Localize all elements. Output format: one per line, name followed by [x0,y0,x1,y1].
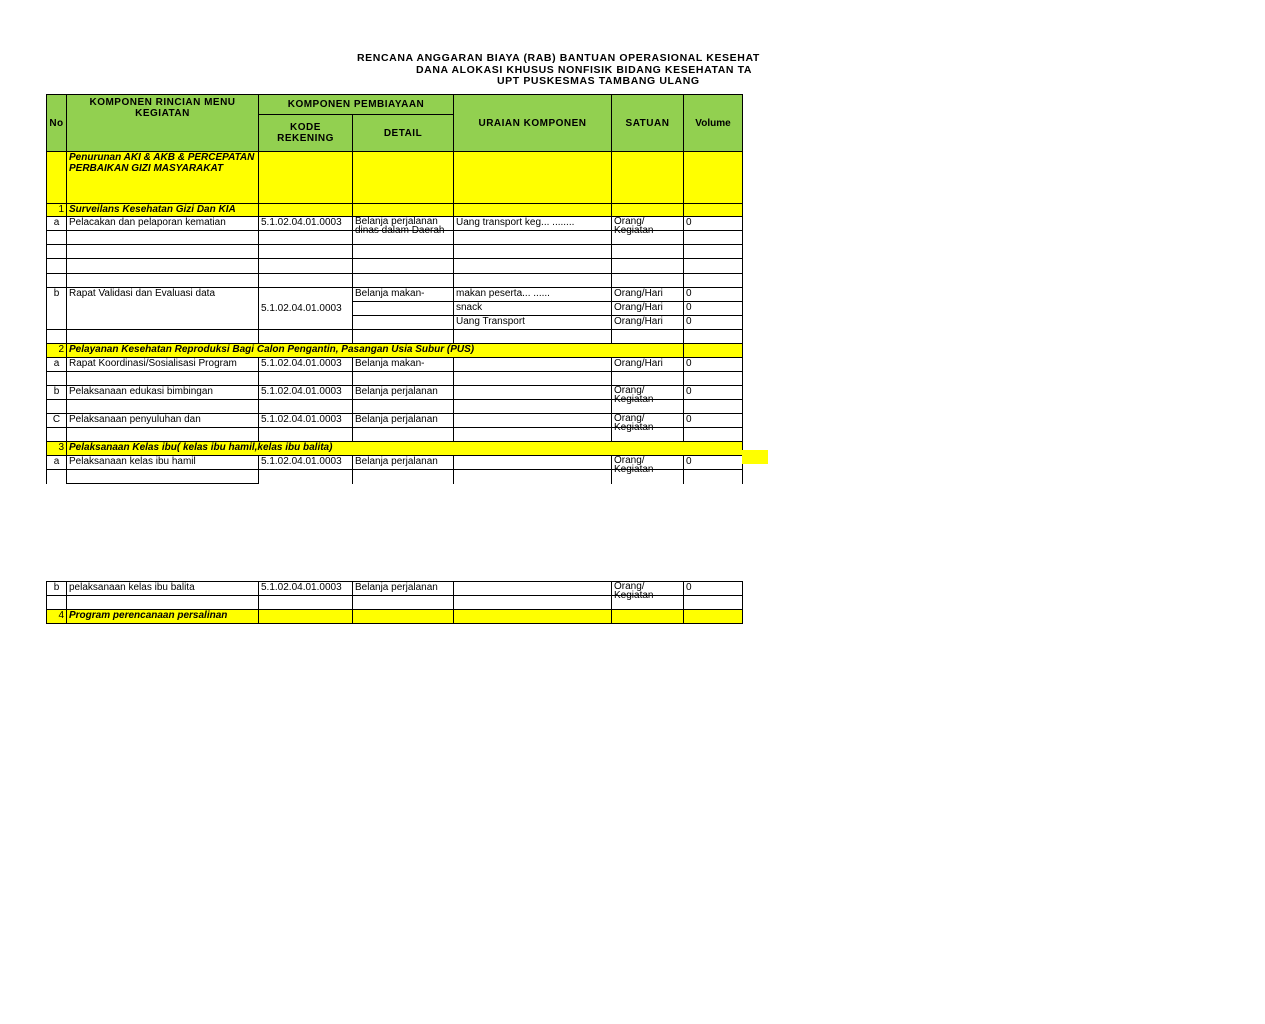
row-volume: 0 [684,456,743,470]
row-volume: 0 [684,217,743,231]
row-kode: 5.1.02.04.01.0003 [259,386,353,400]
section-3-overflow-fill [742,450,768,464]
row-uraian: snack [454,302,612,316]
header-no: No [47,95,67,152]
row-detail: Belanja perjalanan [353,456,454,470]
row-komponen: Pelaksanaan penyuluhan dan [67,414,259,428]
row-satuan: Orang/ Kegiatan [614,581,654,601]
row-volume: 0 [684,302,743,316]
row-volume: 0 [684,414,743,428]
row-kode: 5.1.02.04.01.0003 [259,217,353,231]
table-row [47,358,743,372]
section-number: 2 [47,344,67,358]
row-satuan: Orang/ Kegiatan [614,413,654,433]
row-volume: 0 [684,316,743,330]
row-kode: 5.1.02.04.01.0003 [259,582,353,596]
row-komponen: Pelaksanaan edukasi bimbingan [67,386,259,400]
table-row [47,582,743,596]
table-row [47,217,743,231]
row-volume: 0 [684,358,743,372]
header-kode: KODE REKENING [259,115,353,152]
row-uraian: Uang Transport [454,316,612,330]
row-kode: 5.1.02.04.01.0003 [259,358,353,372]
row-detail: Belanja makan- [353,288,454,302]
section-title: Pelayanan Kesehatan Reproduksi Bagi Calon Pengantin, Pasangan Usia Subur (PUS) [67,344,684,358]
header-detail: DETAIL [353,115,454,152]
section-title: Program perencanaan persalinan [67,610,259,624]
main-section-title: Penurunan AKI & AKB & PERCEPATAN PERBAIKAN GIZI MASYARAKAT [67,152,259,204]
row-komponen: Pelacakan dan pelaporan kematian [67,217,259,231]
row-detail: Belanja perjalanan [353,386,454,400]
table-row [47,386,743,400]
row-letter: b [47,582,67,596]
row-letter: b [47,288,67,330]
section-number: 1 [47,204,67,217]
row-letter: a [47,456,67,470]
row-uraian: Uang transport keg... ........ [454,217,612,231]
row-volume: 0 [684,386,743,400]
row-letter: a [47,358,67,372]
row-letter: b [47,386,67,400]
row-satuan: Orang/Hari [612,288,684,302]
row-satuan: Orang/Hari [612,316,684,330]
row-letter: C [47,414,67,428]
title-line-1: RENCANA ANGGARAN BIAYA (RAB) BANTUAN OPERASIONAL KESEHAT [357,52,760,64]
title-line-2: DANA ALOKASI KHUSUS NONFISIK BIDANG KESEHATAN TA [416,64,753,76]
table-row [47,414,743,428]
row-detail: Belanja perjalanan [353,414,454,428]
row-satuan: Orang/Hari [612,302,684,316]
section-row [47,204,743,217]
row-letter: a [47,217,67,231]
rab-table [46,94,743,624]
row-satuan: Orang/ Kegiatan [614,216,654,236]
section-row [47,344,743,358]
header-satuan: SATUAN [612,95,684,152]
section-number: 3 [47,442,67,456]
row-volume: 0 [684,288,743,302]
row-komponen: Rapat Koordinasi/Sosialisasi Program [67,358,259,372]
row-komponen: pelaksanaan kelas ibu balita [67,582,259,596]
section-title: Surveilans Kesehatan Gizi Dan KIA [67,204,259,217]
row-satuan: Orang/ Kegiatan [614,385,654,405]
main-section-row [47,152,743,204]
row-detail: Belanja perjalanan [353,582,454,596]
row-kode: 5.1.02.04.01.0003 [259,288,353,330]
header-pembiayaan: KOMPONEN PEMBIAYAAN [259,95,454,115]
row-uraian: makan peserta... ...... [454,288,612,302]
row-komponen: Rapat Validasi dan Evaluasi data [67,288,259,330]
row-satuan: Orang/ Kegiatan [614,455,654,475]
table-row [47,456,743,470]
row-komponen: Pelaksanaan kelas ibu hamil [67,456,259,470]
title-line-3: UPT PUSKESMAS TAMBANG ULANG [497,75,700,87]
row-kode: 5.1.02.04.01.0003 [259,414,353,428]
header-komponen: KOMPONEN RINCIAN MENU KEGIATAN [67,95,259,152]
section-number: 4 [47,610,67,624]
section-row [47,610,743,624]
row-volume: 0 [684,582,743,596]
row-kode: 5.1.02.04.01.0003 [259,456,353,470]
row-satuan: Orang/Hari [612,358,684,372]
row-detail: Belanja perjalanan dinas dalam Daerah [355,216,445,236]
header-uraian: URAIAN KOMPONEN [454,95,612,152]
section-row [47,442,743,456]
row-detail: Belanja makan- [353,358,454,372]
table-row [47,288,743,302]
section-title: Pelaksanaan Kelas ibu( kelas ibu hamil,kelas ibu balita) [67,442,743,456]
header-volume: Volume [684,95,743,152]
